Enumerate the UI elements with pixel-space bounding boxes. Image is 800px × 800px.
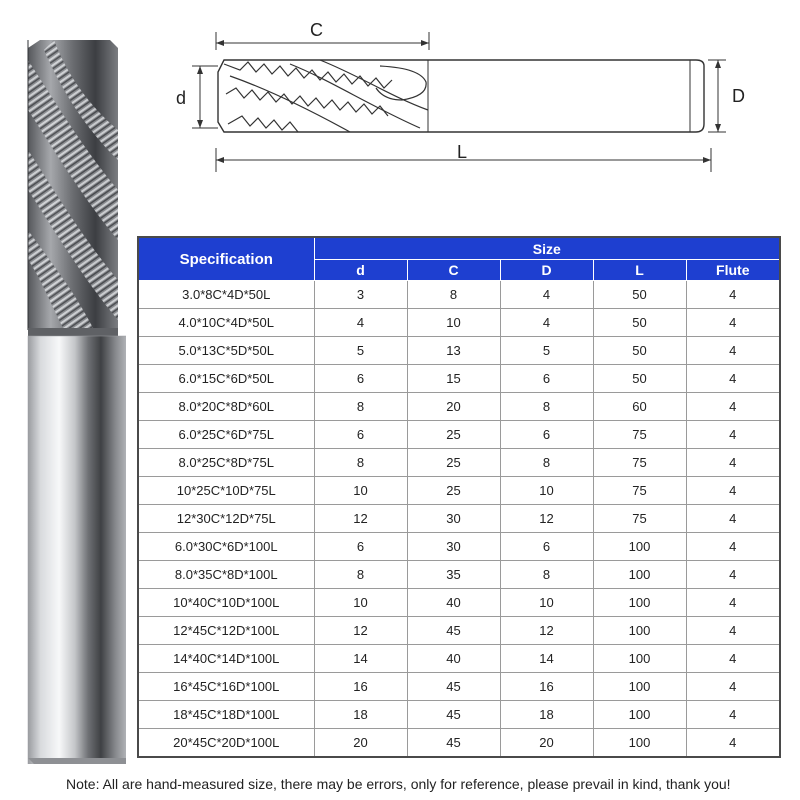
cell-c: 45 bbox=[407, 701, 500, 729]
cell-c: 30 bbox=[407, 505, 500, 533]
cell-c: 20 bbox=[407, 393, 500, 421]
cell-d: 16 bbox=[314, 673, 407, 701]
cell-d: 10 bbox=[314, 477, 407, 505]
cell-spec: 12*30C*12D*75L bbox=[138, 505, 314, 533]
cell-l: 75 bbox=[593, 421, 686, 449]
table-row bbox=[138, 701, 780, 729]
cell-c: 15 bbox=[407, 365, 500, 393]
table-row bbox=[138, 365, 780, 393]
table-row bbox=[138, 673, 780, 701]
cell-spec: 8.0*35C*8D*100L bbox=[138, 561, 314, 589]
cell-l: 50 bbox=[593, 309, 686, 337]
header-size: Size bbox=[314, 237, 780, 260]
cell-spec: 4.0*10C*4D*50L bbox=[138, 309, 314, 337]
header-c: C bbox=[407, 260, 500, 281]
cell-spec: 6.0*25C*6D*75L bbox=[138, 421, 314, 449]
cell-c: 40 bbox=[407, 645, 500, 673]
cell-d: 12 bbox=[314, 617, 407, 645]
cell-d: 8 bbox=[314, 449, 407, 477]
cell-big-d: 12 bbox=[500, 617, 593, 645]
cell-flute: 4 bbox=[686, 421, 780, 449]
cell-spec: 20*45C*20D*100L bbox=[138, 729, 314, 758]
cell-c: 25 bbox=[407, 421, 500, 449]
cell-flute: 4 bbox=[686, 645, 780, 673]
cell-big-d: 5 bbox=[500, 337, 593, 365]
header-specification: Specification bbox=[138, 237, 314, 281]
cell-flute: 4 bbox=[686, 477, 780, 505]
spec-table-wrap bbox=[137, 236, 781, 758]
cell-d: 5 bbox=[314, 337, 407, 365]
header-flute: Flute bbox=[686, 260, 780, 281]
cell-flute: 4 bbox=[686, 281, 780, 309]
cell-c: 10 bbox=[407, 309, 500, 337]
cell-c: 8 bbox=[407, 281, 500, 309]
cell-big-d: 20 bbox=[500, 729, 593, 758]
cell-c: 25 bbox=[407, 449, 500, 477]
cell-c: 13 bbox=[407, 337, 500, 365]
cell-l: 100 bbox=[593, 589, 686, 617]
cell-l: 75 bbox=[593, 449, 686, 477]
cell-c: 45 bbox=[407, 617, 500, 645]
cell-l: 50 bbox=[593, 337, 686, 365]
cell-flute: 4 bbox=[686, 449, 780, 477]
cell-big-d: 8 bbox=[500, 449, 593, 477]
cell-c: 45 bbox=[407, 729, 500, 758]
cell-d: 8 bbox=[314, 393, 407, 421]
cell-big-d: 6 bbox=[500, 365, 593, 393]
cell-flute: 4 bbox=[686, 561, 780, 589]
cell-c: 25 bbox=[407, 477, 500, 505]
spec-table-body bbox=[138, 281, 780, 758]
cell-flute: 4 bbox=[686, 729, 780, 758]
cell-d: 10 bbox=[314, 589, 407, 617]
cell-d: 8 bbox=[314, 561, 407, 589]
cell-big-d: 4 bbox=[500, 309, 593, 337]
table-row bbox=[138, 337, 780, 365]
cell-flute: 4 bbox=[686, 337, 780, 365]
table-row bbox=[138, 561, 780, 589]
note-text: Note: All are hand-measured size, there may be errors, only for reference, please prevail in kind, thank you! bbox=[66, 776, 731, 792]
table-row bbox=[138, 421, 780, 449]
table-row bbox=[138, 281, 780, 309]
cell-spec: 6.0*30C*6D*100L bbox=[138, 533, 314, 561]
header-l: L bbox=[593, 260, 686, 281]
table-row bbox=[138, 533, 780, 561]
header-d: d bbox=[314, 260, 407, 281]
cell-flute: 4 bbox=[686, 673, 780, 701]
cell-d: 6 bbox=[314, 365, 407, 393]
cell-big-d: 10 bbox=[500, 477, 593, 505]
table-row bbox=[138, 393, 780, 421]
cell-spec: 5.0*13C*5D*50L bbox=[138, 337, 314, 365]
end-mill-photo bbox=[14, 40, 126, 764]
cell-d: 6 bbox=[314, 533, 407, 561]
cell-l: 100 bbox=[593, 645, 686, 673]
cell-big-d: 8 bbox=[500, 393, 593, 421]
cell-big-d: 10 bbox=[500, 589, 593, 617]
cell-l: 100 bbox=[593, 673, 686, 701]
table-row bbox=[138, 309, 780, 337]
cell-l: 100 bbox=[593, 701, 686, 729]
cell-spec: 10*25C*10D*75L bbox=[138, 477, 314, 505]
cell-d: 3 bbox=[314, 281, 407, 309]
header-big-d: D bbox=[500, 260, 593, 281]
cell-flute: 4 bbox=[686, 393, 780, 421]
cell-spec: 3.0*8C*4D*50L bbox=[138, 281, 314, 309]
cell-flute: 4 bbox=[686, 533, 780, 561]
label-c: C bbox=[310, 20, 323, 40]
table-row bbox=[138, 617, 780, 645]
cell-spec: 8.0*20C*8D*60L bbox=[138, 393, 314, 421]
cell-l: 75 bbox=[593, 505, 686, 533]
cell-d: 18 bbox=[314, 701, 407, 729]
cell-flute: 4 bbox=[686, 701, 780, 729]
table-row bbox=[138, 729, 780, 758]
cell-flute: 4 bbox=[686, 505, 780, 533]
cell-flute: 4 bbox=[686, 365, 780, 393]
label-d-small: d bbox=[176, 88, 187, 108]
cell-c: 30 bbox=[407, 533, 500, 561]
cell-l: 100 bbox=[593, 561, 686, 589]
cell-l: 75 bbox=[593, 477, 686, 505]
table-row bbox=[138, 477, 780, 505]
cell-big-d: 12 bbox=[500, 505, 593, 533]
cell-big-d: 16 bbox=[500, 673, 593, 701]
cell-spec: 14*40C*14D*100L bbox=[138, 645, 314, 673]
cell-d: 6 bbox=[314, 421, 407, 449]
cell-l: 100 bbox=[593, 533, 686, 561]
cell-flute: 4 bbox=[686, 309, 780, 337]
cell-big-d: 8 bbox=[500, 561, 593, 589]
cell-spec: 16*45C*16D*100L bbox=[138, 673, 314, 701]
cell-d: 20 bbox=[314, 729, 407, 758]
cell-c: 40 bbox=[407, 589, 500, 617]
cell-flute: 4 bbox=[686, 589, 780, 617]
cell-spec: 12*45C*12D*100L bbox=[138, 617, 314, 645]
cell-c: 45 bbox=[407, 673, 500, 701]
spec-table bbox=[137, 236, 781, 758]
cell-big-d: 14 bbox=[500, 645, 593, 673]
cell-l: 100 bbox=[593, 729, 686, 758]
label-l: L bbox=[457, 142, 468, 162]
cell-l: 50 bbox=[593, 281, 686, 309]
cell-big-d: 6 bbox=[500, 421, 593, 449]
tool-outline bbox=[218, 60, 704, 132]
table-row bbox=[138, 645, 780, 673]
cell-c: 35 bbox=[407, 561, 500, 589]
cell-l: 60 bbox=[593, 393, 686, 421]
cell-l: 50 bbox=[593, 365, 686, 393]
cell-l: 100 bbox=[593, 617, 686, 645]
cell-spec: 10*40C*10D*100L bbox=[138, 589, 314, 617]
cell-big-d: 18 bbox=[500, 701, 593, 729]
table-row bbox=[138, 505, 780, 533]
cell-d: 14 bbox=[314, 645, 407, 673]
cell-big-d: 6 bbox=[500, 533, 593, 561]
cell-d: 12 bbox=[314, 505, 407, 533]
cell-flute: 4 bbox=[686, 617, 780, 645]
cell-spec: 8.0*25C*8D*75L bbox=[138, 449, 314, 477]
cell-d: 4 bbox=[314, 309, 407, 337]
table-row bbox=[138, 589, 780, 617]
cell-spec: 18*45C*18D*100L bbox=[138, 701, 314, 729]
label-d-big: D bbox=[732, 86, 745, 106]
table-row bbox=[138, 449, 780, 477]
cell-big-d: 4 bbox=[500, 281, 593, 309]
cell-spec: 6.0*15C*6D*50L bbox=[138, 365, 314, 393]
